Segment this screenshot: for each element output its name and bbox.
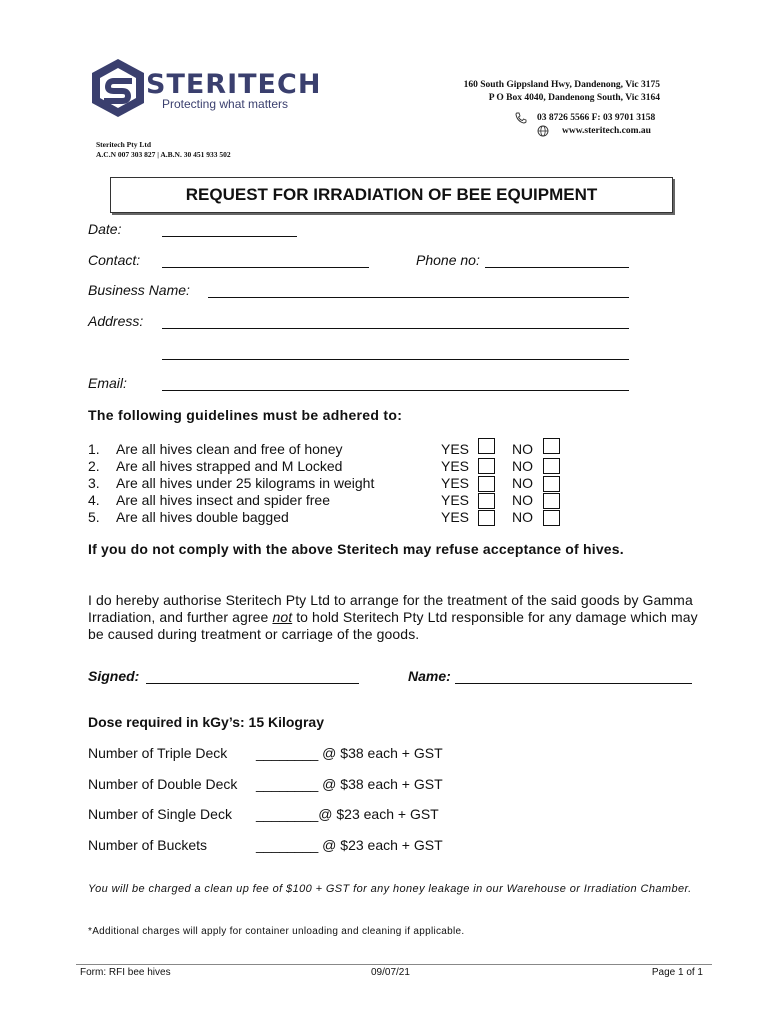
yes-label: YES (441, 509, 470, 525)
no-checkbox[interactable] (543, 510, 560, 526)
form-title: REQUEST FOR IRRADIATION OF BEE EQUIPMENT (185, 185, 598, 204)
item-price[interactable]: ________@ $23 each + GST (256, 806, 439, 822)
phone-label: Phone no: (416, 252, 480, 268)
phone-field[interactable] (485, 267, 629, 268)
phone-fax: 03 8726 5566 F: 03 9701 3158 (537, 113, 656, 123)
globe-icon (537, 124, 549, 142)
item-label: Number of Single Deck (88, 806, 232, 822)
guideline-text: Are all hives insect and spider free (116, 492, 330, 508)
yes-checkbox[interactable] (478, 510, 495, 526)
email-label: Email: (88, 375, 127, 391)
yes-label: YES (441, 475, 470, 491)
name-field[interactable] (455, 683, 692, 684)
footer-divider (76, 964, 712, 965)
company-logo (88, 57, 148, 119)
guideline-number: 5. (88, 509, 100, 525)
guideline-number: 4. (88, 492, 100, 508)
no-label: NO (512, 492, 533, 508)
no-label: NO (512, 475, 533, 491)
address-field-2[interactable] (162, 359, 629, 360)
item-price[interactable]: ________ @ $38 each + GST (256, 745, 443, 761)
yes-label: YES (441, 492, 470, 508)
guideline-number: 1. (88, 441, 100, 457)
date-field[interactable] (162, 236, 297, 237)
no-checkbox[interactable] (543, 458, 560, 474)
authorisation-text (88, 592, 712, 643)
footer-page-number: Page 1 of 1 (651, 967, 703, 978)
no-label: NO (512, 458, 533, 474)
phone-icon (515, 111, 527, 129)
contact-label: Contact: (88, 252, 141, 268)
no-checkbox[interactable] (543, 476, 560, 492)
item-price[interactable]: ________ @ $38 each + GST (256, 776, 443, 792)
address-line-1: 160 South Gippsland Hwy, Dandenong, Vic 3175 (463, 80, 660, 90)
guideline-text: Are all hives double bagged (116, 509, 289, 525)
yes-checkbox[interactable] (478, 493, 495, 509)
title-box (110, 177, 673, 213)
item-label: Number of Triple Deck (88, 745, 228, 761)
address-line-2: P O Box 4040, Dandenong South, Vic 3164 (488, 93, 660, 103)
footer-date: 09/07/21 (371, 967, 410, 978)
authorisation-not: not (272, 609, 293, 625)
guidelines-list (88, 441, 568, 526)
no-checkbox[interactable] (543, 438, 560, 454)
yes-label: YES (441, 458, 470, 474)
business-name-label: Business Name: (88, 282, 190, 298)
footer-form-name: Form: RFI bee hives (80, 967, 171, 978)
authorisation-part-1: I do hereby authorise Steritech Pty Ltd to arrange for the treatment of the said goods by Gamma Irradiation, and further agree (88, 592, 693, 625)
dose-required: Dose required in kGy’s: 15 Kilogray (88, 714, 325, 730)
guideline-text: Are all hives under 25 kilograms in weight (116, 475, 375, 491)
steritech-logo-icon (88, 57, 148, 119)
guideline-row (88, 458, 568, 475)
email-field[interactable] (162, 390, 629, 391)
name-label: Name: (408, 668, 451, 684)
no-label: NO (512, 509, 533, 525)
contact-field[interactable] (162, 267, 369, 268)
item-label: Number of Buckets (88, 837, 208, 853)
address-field-1[interactable] (162, 328, 629, 329)
item-label: Number of Double Deck (88, 776, 238, 792)
additional-charges-note: *Additional charges will apply for container unloading and cleaning if applicable. (88, 926, 465, 937)
yes-checkbox[interactable] (478, 438, 495, 454)
guideline-number: 3. (88, 475, 100, 491)
no-checkbox[interactable] (543, 493, 560, 509)
guideline-text: Are all hives clean and free of honey (116, 441, 343, 457)
no-label: NO (512, 441, 533, 457)
company-name: Steritech Pty Ltd (96, 140, 151, 149)
company-numbers: A.C.N 007 303 827 | A.B.N. 30 451 933 502 (96, 150, 231, 159)
item-price[interactable]: ________ @ $23 each + GST (256, 837, 443, 853)
authorisation-part-2: to hold Steritech Pty Ltd responsible for any damage which may be caused during treatment or carriage of the goods. (88, 609, 698, 642)
guideline-row (88, 441, 568, 458)
signed-field[interactable] (146, 683, 359, 684)
yes-label: YES (441, 441, 470, 457)
website[interactable]: www.steritech.com.au (562, 126, 651, 136)
guideline-row (88, 492, 568, 509)
yes-checkbox[interactable] (478, 476, 495, 492)
warning-text: If you do not comply with the above Steritech may refuse acceptance of hives. (88, 541, 624, 557)
yes-checkbox[interactable] (478, 458, 495, 474)
guideline-number: 2. (88, 458, 100, 474)
brand-name: STERITECH (146, 69, 322, 100)
guideline-text: Are all hives strapped and M Locked (116, 458, 343, 474)
guidelines-heading: The following guidelines must be adhered to: (88, 407, 403, 423)
signed-label: Signed: (88, 668, 140, 684)
guideline-row (88, 475, 568, 492)
guideline-row (88, 509, 568, 526)
cleanup-fee-note: You will be charged a clean up fee of $100 + GST for any honey leakage in our Warehouse or Irradiation Chamber. (88, 883, 692, 895)
address-label: Address: (88, 313, 144, 329)
business-name-field[interactable] (208, 297, 629, 298)
date-label: Date: (88, 221, 122, 237)
brand-tagline: Protecting what matters (162, 97, 289, 111)
